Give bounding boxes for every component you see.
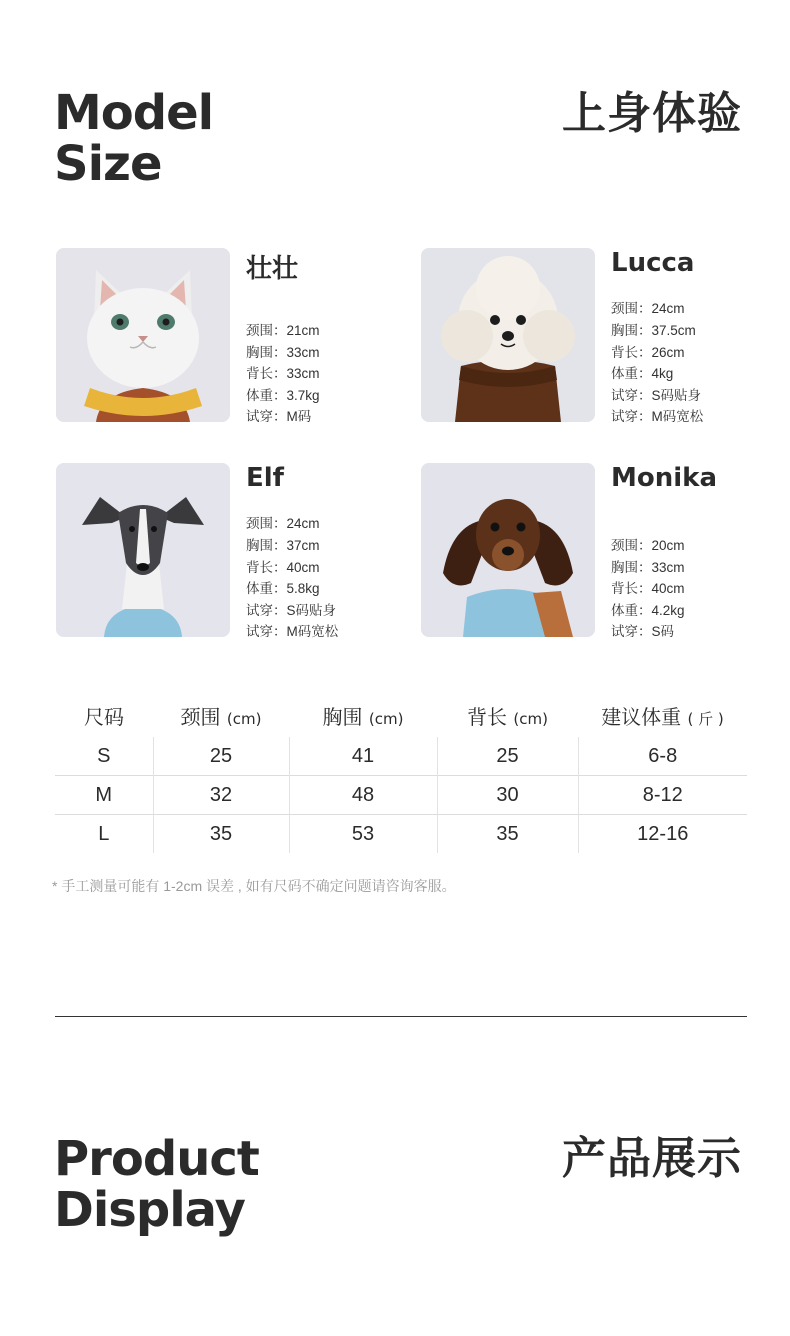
column-header-neck: 颈围 (cm)	[180, 704, 262, 729]
table-cell: 48	[289, 776, 437, 815]
model-stat: 胸围：33cm	[611, 559, 685, 575]
table-cell: S	[97, 744, 111, 767]
table-cell: 8-12	[578, 776, 747, 815]
table-cell: 12-16	[578, 815, 747, 854]
model-size-title-line2: Size	[54, 136, 162, 192]
table-cell: 53	[289, 815, 437, 854]
model-name: Lucca	[611, 248, 695, 278]
size-chart-table	[55, 693, 747, 853]
model-stat: 试穿：M码宽松	[246, 624, 339, 640]
table-cell: 6-8	[578, 737, 747, 776]
table-cell: L	[55, 815, 153, 854]
model-size-title-line1: Model	[54, 85, 214, 141]
column-header-back: 背长 (cm)	[467, 704, 548, 729]
product-display-title-cn: 产品展示	[562, 1133, 742, 1184]
model-stats	[246, 513, 338, 643]
model-stat: 体重：5.8kg	[246, 581, 320, 597]
model-card-elf	[56, 463, 386, 643]
table-row	[55, 815, 747, 854]
dachshund-photo	[421, 463, 595, 637]
model-stat: 背长：33cm	[246, 366, 320, 382]
model-stat: 颈围：21cm	[246, 323, 320, 339]
model-stat: 试穿：S码	[611, 624, 675, 640]
model-card-zhuangzhuang	[56, 248, 386, 428]
table-cell: 35	[153, 815, 289, 854]
table-cell: 25	[153, 737, 289, 776]
model-stat: 颈围：24cm	[611, 301, 685, 317]
model-stat: 试穿：S码贴身	[246, 602, 337, 618]
table-row	[55, 776, 747, 815]
cat-photo	[56, 248, 230, 422]
table-header-row	[55, 693, 747, 737]
table-cell: 35	[437, 815, 578, 854]
model-stat: 体重：4kg	[611, 366, 674, 382]
model-stat: 体重：4.2kg	[611, 602, 685, 618]
model-stat: 颈围：20cm	[611, 538, 685, 554]
cat-illustration	[56, 248, 230, 422]
model-name: Elf	[246, 463, 284, 493]
measurement-note: * 手工测量可能有 1-2cm 误差 , 如有尺码不确定问题请咨询客服。	[52, 878, 456, 894]
table-cell: 30	[437, 776, 578, 815]
model-stat: 颈围：24cm	[246, 516, 320, 532]
model-stats	[611, 535, 685, 643]
product-display-title	[54, 1131, 259, 1238]
poodle-photo	[421, 248, 595, 422]
greyhound-photo	[56, 463, 230, 637]
product-display-title-line1: Product	[54, 1131, 259, 1187]
table-cell: 32	[153, 776, 289, 815]
column-header-size: 尺码	[84, 704, 124, 729]
model-stat: 试穿：M码宽松	[611, 409, 704, 425]
model-size-title	[54, 85, 214, 192]
column-header-chest: 胸围 (cm)	[322, 704, 404, 729]
model-name: Monika	[611, 463, 717, 493]
column-header-weight: 建议体重 ( 斤 )	[601, 704, 724, 729]
model-stat: 背长：40cm	[611, 581, 685, 597]
product-display-title-line2: Display	[54, 1182, 245, 1238]
section-divider	[55, 1016, 747, 1017]
model-stats	[246, 320, 320, 428]
model-stat: 胸围：37cm	[246, 538, 320, 554]
greyhound-illustration	[56, 463, 230, 637]
model-stat: 背长：40cm	[246, 559, 320, 575]
model-card-lucca	[421, 248, 751, 428]
poodle-illustration	[421, 248, 595, 422]
model-name: 壮壮	[246, 254, 299, 284]
dachshund-illustration	[421, 463, 595, 637]
table-cell: 41	[289, 737, 437, 776]
model-stat: 试穿：S码贴身	[611, 387, 702, 403]
model-stat: 胸围：33cm	[246, 344, 320, 360]
table-cell: M	[55, 776, 153, 815]
model-stat: 体重：3.7kg	[246, 387, 320, 403]
model-stat: 胸围：37.5cm	[611, 323, 696, 339]
model-stat: 试穿：M码	[246, 409, 312, 425]
model-stats	[611, 298, 703, 428]
model-size-title-cn: 上身体验	[562, 88, 742, 139]
table-row	[55, 737, 747, 776]
model-stat: 背长：26cm	[611, 344, 685, 360]
model-card-monika	[421, 463, 751, 643]
table-cell: 25	[437, 737, 578, 776]
